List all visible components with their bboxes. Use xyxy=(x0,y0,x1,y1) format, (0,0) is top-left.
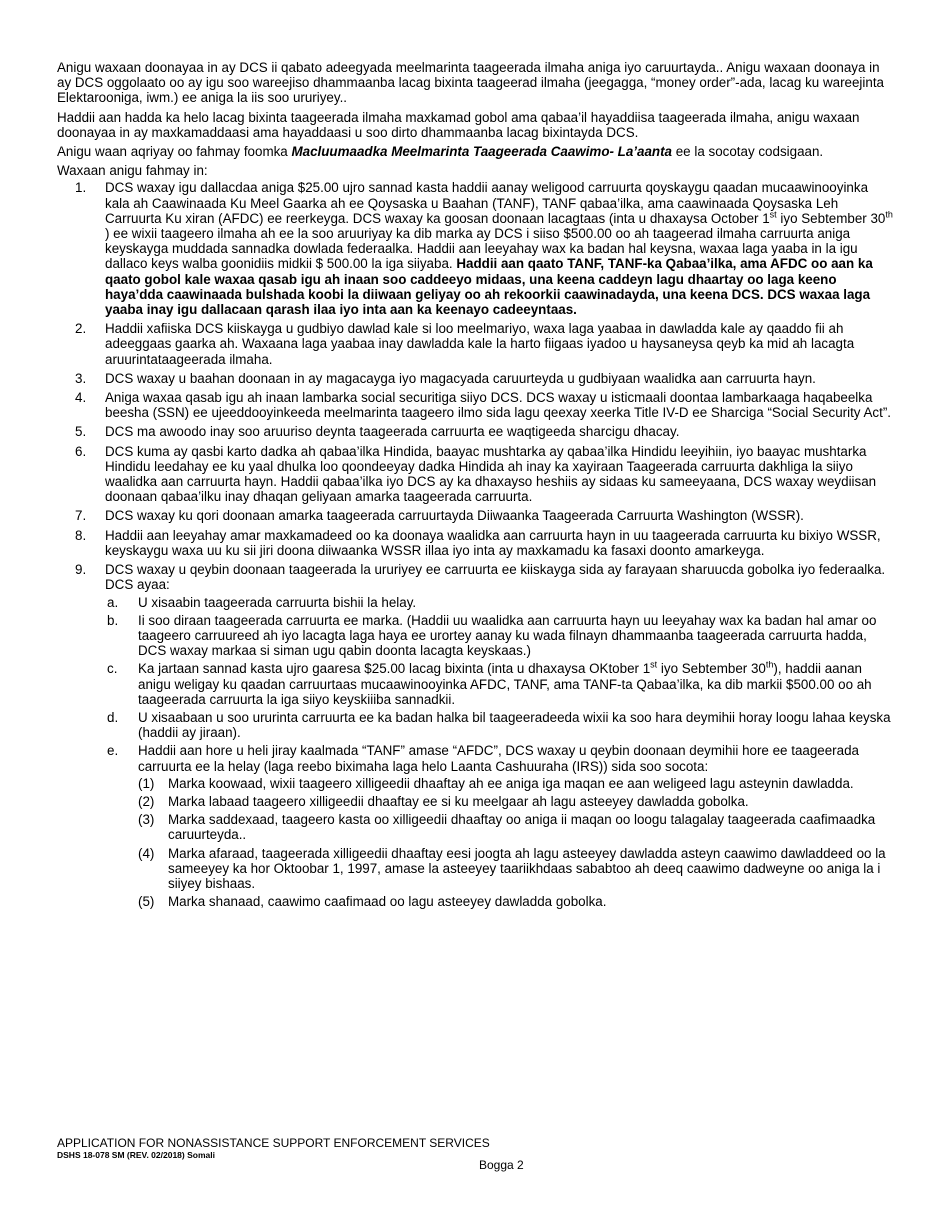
sub-list-item xyxy=(105,613,895,659)
item-2-text: Haddii xafiiska DCS kiiskayga u gudbiyo dawlad kale si loo meelmariyo, waxa laga yaabaa in dawladda kale ay qaaddo fii ah adeeggaas gaarka ah. Waxaana laga yaabaa inay dawladda kale la harto fiigaas iyadoo u haysaneysa qeyb ka mid ah lacagta aruurintataageerada ilmaha. xyxy=(105,321,855,367)
item-number: 6. xyxy=(75,443,87,459)
item-number: 1. xyxy=(75,180,87,196)
item-1-sup-2: th xyxy=(885,209,893,220)
list-item xyxy=(57,390,895,420)
item-number: 9. xyxy=(75,562,87,578)
sub-item-letter: a. xyxy=(107,594,119,610)
sub-list-item xyxy=(105,743,895,909)
intro-paragraph-1: Anigu waxaan doonayaa in ay DCS ii qabato adeegyada meelmarinta taageerada ilmaha aniga iyo caruurtayda.. Anigu waxaan doonaya in ay DCS oggolaato oo ay igu soo wareejiso dhammaanba lacag bixinta taageerad ilmaha (jeegagga, “money order”-ada, lacag ku wareejinta Elektarooniga, iwm.) ee aniga la iis soo ururiyey.. xyxy=(57,60,884,106)
priority-item xyxy=(138,776,895,791)
intro-paragraph-3 xyxy=(57,144,895,159)
distribution-sublist xyxy=(105,595,895,910)
list-item xyxy=(57,180,895,317)
item-4-text: Aniga waxaa qasab igu ah inaan lambarka social securitiga siiyo DCS. DCS waxay u isticmaali doontaa lambarkaaga haqabeelka beesha (SSN) ee ujeeddooyinkeeda meelmarinta taageero ilmo sida lagu qeexay xeerka Title IV-D ee Sharciga “Social Security Act”. xyxy=(105,390,892,421)
document-body xyxy=(57,60,895,913)
item-number: 7. xyxy=(75,508,87,524)
form-title-reference: Macluumaadka Meelmarinta Taageerada Caawimo- La’aanta xyxy=(291,144,673,160)
sub-a-text: U xisaabin taageerada carruurta bishii la helay. xyxy=(138,594,417,610)
item-number: 2. xyxy=(75,321,87,337)
sub-b-text: Ii soo diraan taageerada carruurta ee marka. (Haddii uu waalidka aan carruurta hayn uu leeyahay wax ka badan hal amar oo taageero carruureed ah iyo lacagta laga haya ee urortey aanay ku wada filnayn dhammaanba taageerada carruurta hadda, DCS waxay markaa si siman ugu qabin doonta lacagta keyskaas.) xyxy=(138,612,877,659)
item-number: 4. xyxy=(75,390,87,406)
list-item xyxy=(57,321,895,367)
page-number: Bogga 2 xyxy=(479,1158,524,1172)
item-5-text: DCS ma awoodo inay soo aruuriso deynta taageerada carruurta ee waqtigeeda sharcigu dhacay. xyxy=(105,424,680,440)
intro-paragraph-2: Haddii aan hadda ka helo lacag bixinta taageerada ilmaha maxkamad gobol ama qabaa’il hayaddiisa taageerada ilmaha, anigu waxaan doonayaa in ay maxkamaddaasi ama hayaddaasi u soo dirto dhammaanba lacag bixintayda DCS. xyxy=(57,109,860,140)
list-item xyxy=(57,371,895,386)
priority-number: (1) xyxy=(138,775,155,791)
priority-4-text: Marka afaraad, taageerada xilligeedii dhaaftay eesi joogta ah lagu asteeyey dawladda asteyn caawimo dawladdeed oo la sameeyey ka hor Oktoobar 1, 1997, amase la asteeyey taariikhdaas sababtoo ah deeq caawimo dadweyne oo aniga la i siiyey bishaas. xyxy=(168,845,886,891)
priority-number: (2) xyxy=(138,793,155,809)
sub-c-text-b: iyo Sebtember 30 xyxy=(657,661,766,677)
footer-application-title: APPLICATION FOR NONASSISTANCE SUPPORT ENFORCEMENT SERVICES xyxy=(57,1136,490,1150)
footer-form-number: DSHS 18-078 SM (REV. 02/2018) Somali xyxy=(57,1150,215,1160)
item-number: 3. xyxy=(75,370,87,386)
item-7-text: DCS waxay ku qori doonaan amarka taageerada carruurtayda Diiwaanka Taageerada Carruurta Washington (WSSR). xyxy=(105,508,804,524)
intro-3-text: Anigu waan aqriyay oo fahmay foomka xyxy=(57,144,292,160)
priority-number: (4) xyxy=(138,845,155,861)
sub-list-item xyxy=(105,661,895,707)
item-1-text-b: iyo Sebtember 30 xyxy=(776,210,886,226)
priority-item xyxy=(138,794,895,809)
item-9-text: DCS waxay u qeybin doonaan taageerada la ururiyey ee carruurta ee kiiskayga sida ay farayaan sharuucda gobolka iyo federaalka. DCS ayaa: xyxy=(105,562,886,593)
priority-2-text: Marka labaad taageero xilligeedii dhaaftay ee si ku meelgaar ah lagu asteeyey dawladda gobolka. xyxy=(168,793,749,809)
item-3-text: DCS waxay u baahan doonaan in ay magacayga iyo magacyada caruurteyda u gudbiyaan waalidka aan carruurta hayn. xyxy=(105,370,816,386)
list-item xyxy=(57,562,895,909)
list-item xyxy=(57,528,895,558)
understanding-list xyxy=(57,180,895,909)
sub-d-text: U xisaabaan u soo ururinta carruurta ee ka badan halka bil taageeradeeda wixii ka soo hara deymihii horay loogu lahaa keyska (haddii ay jiraan). xyxy=(138,709,891,741)
priority-item xyxy=(138,812,895,842)
priority-item xyxy=(138,846,895,892)
item-1-text-a: DCS waxay igu dallacdaa aniga $25.00 ujro sannad kasta haddii aanay weligood carruurta qoyskaygu qaadan mucaawinooyinka kala ah Caawinaada Ku Meel Gaarka ah ee Qoysaska u Baahan (TANF), TANF qabaa’ilka, ama caawinaada Qoysaska Leh Carruurta Ku xiran (AFDC) ee reerkeyga. DCS waxay ka goosan doonaan lacagtaas (inta u dhaxaysa October 1 xyxy=(105,180,869,226)
item-6-text: DCS kuma ay qasbi karto dadka ah qabaa’ilka Hindida, baayac mushtarka ay qabaa’ilka Hindidu leeyihiin, iyo baayac mushtarka Hindidu leedahay ee ku yaal dhulka loo qoondeeyay dadka Hindida ah inay ka xayiraan Taageerada carruurta dakhliga la siiyo waalidka aan carruurta hayn. Haddii qabaa’ilka iyo DCS ay ka dhaxayso heshiis ay sidaas ku sameeyaana, DCS waxay weydiisan doonaan qabaa’ilku inay dhaqan geliyaan amarka taageerada carruurta. xyxy=(105,443,877,505)
item-8-text: Haddii aan leeyahay amar maxkamadeed oo ka doonaya waalidka aan carruurta hayn in uu taageerada carruurta ku bixiyo WSSR, keyskaygu waxa uu ku sii jiri doona diiwaanka WSSR illaa iyo inta ay maxkamadu ka fasaxi doonto amarkeyga. xyxy=(105,527,881,558)
item-1-text-c: ) ee wixii taageero ilmaha ah ee la soo aruuriyay ka dib marka ay DCS i siiso $500.00 oo ah taageerad ilmaha carruurta aniga keyskayga muddada sannadka dowlada federaalka. Haddii aan leeyahay wax ka badan hal keysna, waxaa laga yaaba in la igu dallaco keys walba goonidiis midkii $ 500.00 la iga siiyaba. xyxy=(105,226,858,272)
priority-5-text: Marka shanaad, caawimo caafimaad oo lagu asteeyey dawladda gobolka. xyxy=(168,894,607,910)
item-number: 5. xyxy=(75,424,87,440)
list-item xyxy=(57,444,895,505)
list-item xyxy=(57,424,895,439)
sub-item-letter: e. xyxy=(107,743,119,759)
sub-item-letter: b. xyxy=(107,612,119,628)
page-footer xyxy=(57,1136,895,1172)
priority-number: (5) xyxy=(138,894,155,910)
priority-item xyxy=(138,894,895,909)
priority-3-text: Marka saddexaad, taageero kasta oo xilligeedii dhaaftay oo aniga ii maqan oo loogu talagalay taageerada caafimaadka caruurteyda.. xyxy=(168,812,876,843)
item-number: 8. xyxy=(75,527,87,543)
sub-c-text-a: Ka jartaan sannad kasta ujro gaaresa $25.00 lacag bixinta (inta u dhaxaysa OKtober 1 xyxy=(138,661,651,677)
sub-list-item xyxy=(105,595,895,610)
priority-1-text: Marka koowaad, wixii taageero xilligeedii dhaaftay ah ee aniga iga maqan ee aan weligeed lagu asteynin dawladda. xyxy=(168,775,854,791)
sub-c-sup-2: th xyxy=(765,659,774,670)
understand-heading: Waxaan anigu fahmay in: xyxy=(57,163,208,179)
list-item xyxy=(57,508,895,523)
sub-c-sup-1: st xyxy=(650,659,658,670)
sub-list-item xyxy=(105,710,895,740)
item-1-bold-text: Haddii aan qaato TANF, TANF-ka Qabaa’ilka, ama AFDC oo aan ka qaato gobol kale waxaa qasab igu ah inaan soo caddeeyo midaas, una keena caddeyn lagu dhaartay oo laga keeno haya’dda caawinaada bulshada koobi la diiwaan geliyay oo ah rekoorkii caawinadayda, una keena DCS. DCS waxaa laga yaaba inay igu dallacaan qarash ilaa iyo inta aan ka keenayo cadeeyntaas. xyxy=(105,256,873,318)
sub-e-text: Haddii aan hore u heli jiray kaalmada “TANF” amase “AFDC”, DCS waxay u qeybin doonaan deymihii hore ee taageerada carruurta ee la helay (laga reebo biximaha laga helo Laanta Cashuuraha (IRS)) sida soo socota: xyxy=(138,743,859,774)
sub-item-letter: d. xyxy=(107,709,119,725)
intro-3-tail: ee la socotay codsigaan. xyxy=(672,144,824,160)
priority-number: (3) xyxy=(138,812,155,828)
priority-sublist xyxy=(138,776,895,910)
sub-item-letter: c. xyxy=(107,661,118,677)
item-1-sup-1: st xyxy=(769,209,777,220)
sub-c-text-c: ), haddii aanan anigu weligay ku qaadan carruurtaas mucaawinooyinka AFDC, TANF, ama TANF-ta Qabaa’ilka, ka dib markii $500.00 oo ah taageerada carruurta la iga siiyo keyskiiiba sannadkii. xyxy=(138,661,872,707)
